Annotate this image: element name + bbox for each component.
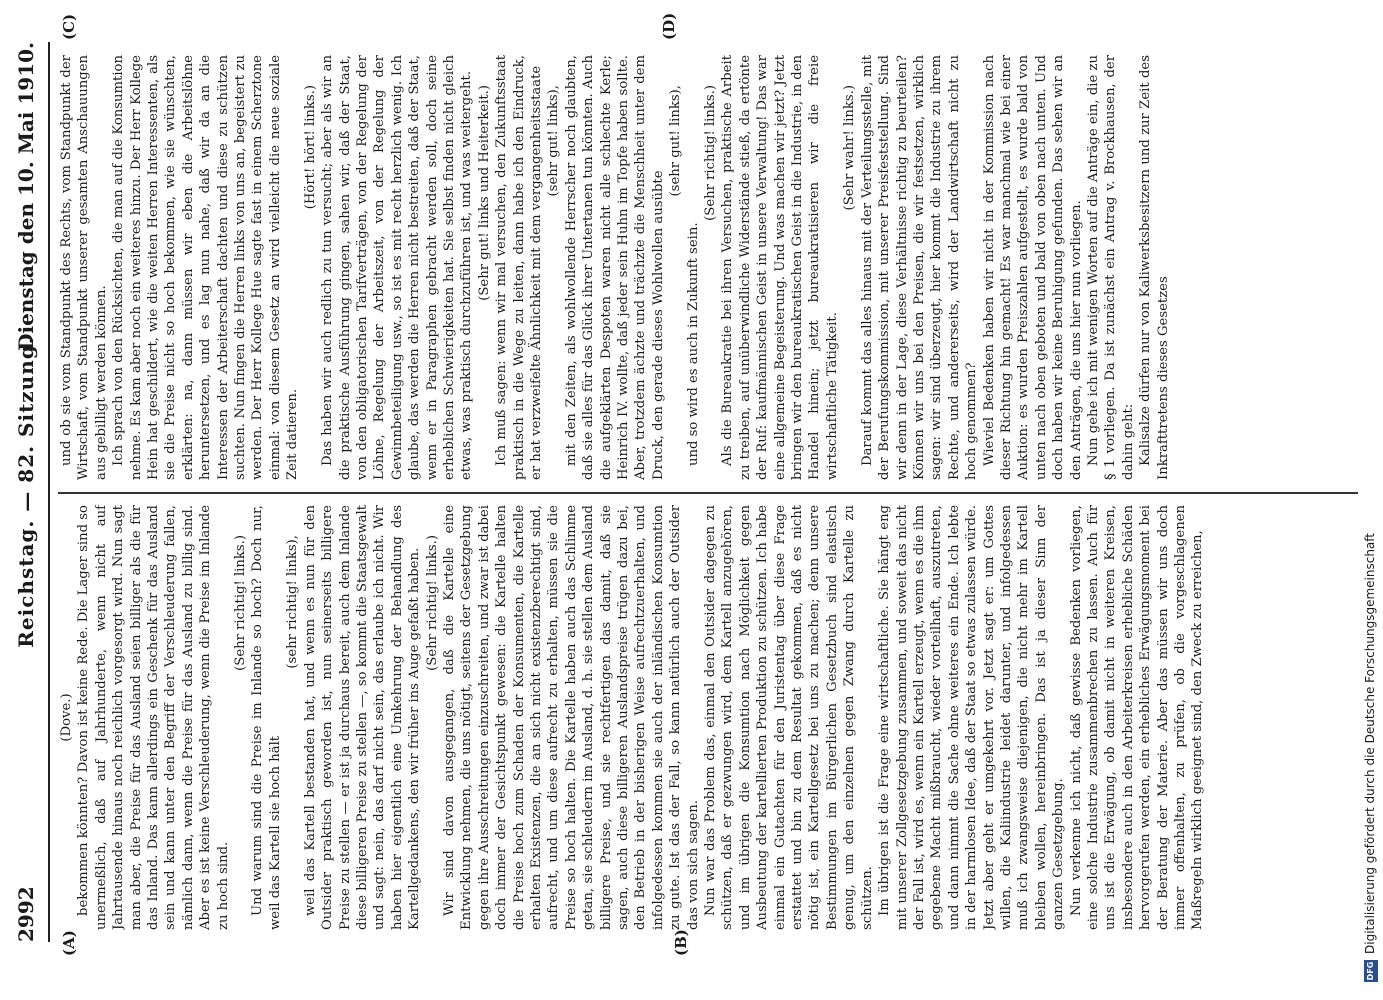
paragraph: Wir sind davon ausgegangen, daß die Kartelle eine Entwicklung nehmen, die uns nötigt, seitens der Gesetzgebung gegen ihre Ausschreitungen einzuschreiten, und zwar ist dabei doch immer der Gesichtspunkt gewesen: die Kartelle halten die Preise hoch zum Schaden der Konsumenten, die Kartelle erhalten Existenzen, die an sich nicht existenzberechtigt sind, aufrecht, und um diese aufrecht zu erhalten, müssen sie die Preise so hoch halten. Die Kartelle haben auch das Schlimme getan, sie schleudern im Ausland, d. h. sie stellen dem Ausland billigere Preise, und sie rechtfertigen das damit, daß sie sagen, auch diese billigeren Auslandspreise trügen dazu bei, den Betrieb in der bisherigen Weise aufrechtzuerhalten, und infolgedessen kommen sie auch der inländischen Konsumtion zu gute. Ist das der Fall, so kann natürlich auch der Outsider das von sich sagen. <box>441 505 701 930</box>
credit-text-rotated <box>1353 0 1383 982</box>
right-column <box>58 55 1358 480</box>
header-rule <box>48 42 50 942</box>
paragraph: Das haben wir auch redlich zu tun versucht; aber als wir an die praktische Ausführung gingen, sahen wir, daß der Staat, von den obligatorischen Tarifverträgen, von der Regelung der Löhne, Regelung der Arbeitszeit, von der Regelung der Gewinnbeteiligung usw., so ist es mit recht herzlich wenig. Ich glaube, das werden die Herren nicht bestreiten, daß der Staat, wenn er in Paragraphen gebracht werden soll, doch seine erheblichen Schwierigkeiten hat. Sie selbst finden nicht gleich etwas, was praktisch durchzuführen ist, und was weitergeht. <box>320 55 475 480</box>
margin-marker-c: (C) <box>60 13 78 40</box>
paragraph: Nun verkenne ich nicht, daß gewisse Bedenken vorliegen, eine solche Industrie zusammenbrechen zu lassen. Auch für uns ist die Erwägung, ob damit nicht in weiteren Kreisen, insbesondere auch in den Arbeiterkreisen erhebliche Schäden hervorgerufen werden, ein erhebliches Erwägungsmoment bei der Beratung der Materie. Aber das müssen wir uns doch immer offenhalten, zu prüfen, ob die vorgeschlagenen Maßregeln wirklich geeignet sind, den Zweck zu erreichen, <box>1068 505 1206 930</box>
session-date: Dienstag den 10. Mai 1910. <box>14 42 38 351</box>
paragraph: Ich muß sagen: wenn wir mal versuchen, den Zukunftsstaat praktisch in die Wege zu leiten, dann habe ich den Eindruck, er hat verzweifelte Ähnlichkeit mit dem vergangenheitsstaate <box>494 55 544 480</box>
paragraph: Und warum sind die Preise im Inlande so hoch? Doch nur, weil das Kartell sie hoch hält <box>250 505 283 930</box>
paragraph: und ob sie vom Standpunkt des Rechts, vom Standpunkt der Wirtschaft, vom Standpunkt unserer gesamten Anschauungen aus gebilligt werden können. <box>59 55 109 480</box>
paragraph: und so wird es auch in Zukunft sein. <box>685 222 701 466</box>
dfg-logo: DFG <box>1364 960 1378 982</box>
paragraph: Im übrigen ist die Frage eine wirtschaftliche. Sie hängt eng mit unserer Zollgesetzgebung zusammen, und soweit das nicht der Fall ist, wird es, wenn ein Kartell erzeugt, wenn es die ihm gegebene Macht mißbraucht, wieder vorteilhaft, auszutreten, und dann nimmt die Sache ohne weiteres ein Ende. Ich lebte in der harmlosen Idee, daß der Staat so etwas zulassen würde. Jetzt aber geht er umgekehrt vor. Jetzt sagt er: um Gottes willen, die Kaliindustrie leidet darunter, und infolgedessen muß ich zwangsweise diejenigen, die nicht mehr im Kartell bleiben wollen, hereinbringen. Das ist ja dieser Sinn der ganzen Gesetzgebung. <box>877 505 1067 930</box>
digitization-credit <box>1349 0 1383 1000</box>
audience-reaction: (Sehr richtig! links.) <box>424 535 440 671</box>
margin-marker-b: (B) <box>672 929 690 956</box>
paragraph: Nun war das Problem das, einmal den Outsider dagegen zu schützen, daß er gezwungen wird, dem Kartell anzugehören, und im übrigen die Konsumtion nach Möglichkeit gegen Ausbeutung der kartellierten Produktion zu schützen. Ich habe einmal ein Gutachten für den Juristentag über diese Frage erstattet und bin zu dem Resultat gekommen, daß es nicht nötig ist, ein Kartellgesetz bei uns zu machen; denn unsere Bestimmungen im Bürgerlichen Gesetzbuch sind elastisch genug, um den einzelnen gegen Zwang durch Kartelle zu schützen. <box>703 505 875 930</box>
left-column <box>58 505 1358 930</box>
page-title: Reichstag. — 82. Sitzung. <box>14 336 38 648</box>
paragraph: weil das Kartell bestanden hat, und wenn es nun für den Outsider praktisch geworden ist, nun seinerseits billigere Preise zu stellen — er ist ja durchaus bereit, auch dem Inlande diese billigeren Preise zu stellen —, so kommt die Staatsgewalt und sagt: nein, das darf nicht sein, das erlaube ich nicht. Wir haben hier eigentlich eine Umkehrung der Behandlung des Kartellgedankens, den wir früher ins Auge gefaßt haben. <box>302 505 423 930</box>
audience-reaction: (Hört! hört! links.) <box>302 85 318 210</box>
audience-reaction: (Sehr richtig! links.) <box>703 85 719 221</box>
margin-marker-d: (D) <box>660 12 678 40</box>
audience-reaction: (Sehr wahr! links.) <box>842 85 858 211</box>
paragraph: Nun gehe ich mit wenigen Worten auf die Anträge ein, die zu § 1 vorliegen. Da ist zunächst ein Antrag v. Brockhausen, der dahin geht: <box>1085 55 1136 480</box>
paragraph: Wieviel Bedenken haben wir nicht in der Kommission nach dieser Richtung hin gemacht! Es war manchmal wie bei einer Auktion: es wurden Preiszahlen aufgestellt, es wurde bald von unten nach oben geboten und bald von oben nach unten. Und doch haben wir keine Beruhigung gefunden. Das sehen wir an den Anträgen, die uns hier nun vorliegen. <box>981 55 1084 480</box>
paragraph: Ich sprach von den Rücksichten, die man auf die Konsumtion nehme. Es kam aber noch ein weiteres hinzu. Der Herr Kollege Hein hat geschildert, wie die weiten Herren Interessenten, als sie die Preise nicht so hoch bekommen, wie sie wünschten, erklärten: na, dann müssen wir eben die Arbeitslöhne heruntersetzen, und es lag nun nahe, daß wir da an die Interessen der Arbeiterschaft dachten und diese zu schützen suchten. Nun fingen die Herren links von uns an, begeistert zu werden. Der Herr Kollege Hue sagte fast in einem Scherztone einmal: von diesem Gesetz an wird vielleicht die neue soziale Zeit datieren. <box>111 55 301 480</box>
audience-reaction: (Sehr richtig! links.) <box>233 535 249 671</box>
paragraph: Kalisalze dürfen nur von Kaliwerksbesitzern und zur Zeit des Inkrafttretens dieses Gesetzes <box>1138 55 1171 480</box>
page-header <box>10 42 44 942</box>
audience-reaction: (sehr gut! links), <box>668 85 684 197</box>
page-number: 2992 <box>14 886 38 942</box>
paragraph: bekommen könnten? Davon ist keine Rede. Die Lager sind so unermeßlich, daß auf Jahrhunderte, wenn nicht auf Jahrtausende hinaus noch reichlich vorgesorgt wird. Nun sagt man aber, die Preise für das Ausland seien billiger als die für das Inland. Das kann allerdings ein Geschenk für das Ausland sein und kann unter den Begriff der Verschleuderung fallen, nämlich dann, wenn die Preise für das Ausland zu billig sind. Aber es ist keine Verschleuderung, wenn die Preise im Inlande zu hoch sind. <box>76 505 231 930</box>
audience-reaction: (sehr gut! links), <box>546 85 562 197</box>
audience-reaction: (Sehr gut! links und Heiterkeit.) <box>476 85 492 301</box>
audience-reaction: (sehr richtig! links), <box>285 535 301 669</box>
credit-label: Digitalisierung gefördert durch die Deutsche Forschungsgemeinschaft <box>1363 532 1377 954</box>
speaker-name: (Dove.) <box>59 693 74 742</box>
margin-marker-a: (A) <box>60 930 78 956</box>
column-divider <box>58 492 1358 494</box>
paragraph: Als die Bureaukratie bei ihren Versuchen, praktische Arbeit zu treiben, auf unüberwindliche Widerstände stieß, da ertönte der Ruf: kaufmännischen Geist in unsere Verwaltung! Das war eine allgemeine Begeisterung. Und was machen wir jetzt? Jetzt bringen wir den bureaukratischen Geist in die Industrie, in den Handel hinein; jetzt bureaukratisieren wir die freie wirtschaftliche Tätigkeit. <box>720 55 840 480</box>
paragraph: Darauf kommt das alles hinaus mit der Verteilungsstelle, mit der Berufungskommission, mit unserer Preisfeststellung. Sind wir denn in der Lage, diese Verhältnisse richtig zu beurteilen? Können wir uns bei den Preisen, die wir festsetzen, wirklich sagen: wir sind überzeugt, hier kommt die Industrie zu ihrem Rechte, und andererseits, wird der Landwirtschaft nicht zu hoch genommen? <box>859 55 980 480</box>
paragraph: mit den Zeiten, als wohlwollende Herrscher noch glaubten, daß sie alles für das Glück ihrer Untertanen tun könnten. Auch die aufgeklärten Despoten waren nicht alle schlechte Kerle; Heinrich IV. wollte, daß jeder sein Huhn im Topfe haben sollte. Aber, trotzdem ächzte und trächzte die Menschheit unter dem Druck, den gerade dieses Wohlwollen ausübte <box>563 55 666 480</box>
